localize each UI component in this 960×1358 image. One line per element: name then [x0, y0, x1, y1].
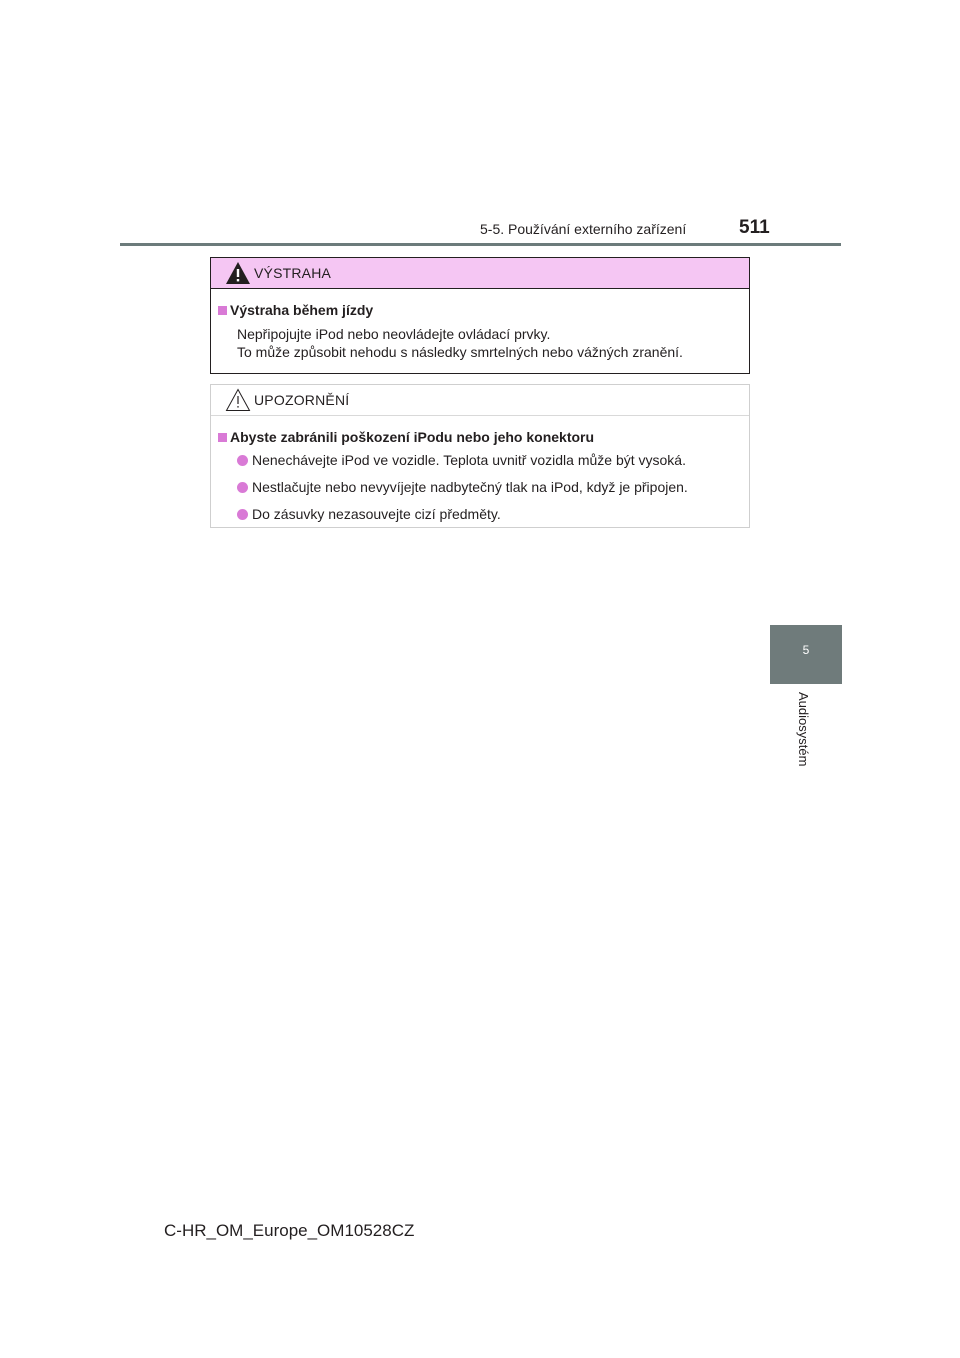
header-divider — [120, 243, 841, 246]
warning-body — [211, 289, 749, 361]
warning-title: VÝSTRAHA — [254, 265, 332, 281]
caution-title: UPOZORNĚNÍ — [254, 392, 350, 408]
round-bullet-icon — [237, 509, 248, 520]
square-bullet-icon — [218, 433, 227, 442]
caution-box — [210, 384, 750, 528]
list-item — [218, 451, 735, 469]
list-item-text: Nestlačujte nebo nevyvíjejte nadbytečný tlak na iPod, když je připojen. — [252, 479, 688, 495]
list-item — [218, 478, 735, 496]
square-bullet-icon — [218, 306, 227, 315]
warning-topic-text: Výstraha během jízdy — [230, 302, 374, 318]
warning-triangle-icon — [225, 261, 251, 285]
round-bullet-icon — [237, 455, 248, 466]
caution-topic-text: Abyste zabránili poškození iPodu nebo jeho konektoru — [230, 429, 595, 445]
page-number: 511 — [739, 217, 770, 238]
list-item-text: Nenechávejte iPod ve vozidle. Teplota uvnitř vozidla může být vysoká. — [252, 452, 686, 468]
warning-text — [218, 325, 735, 361]
chapter-number: 5 — [802, 643, 810, 657]
warning-line: To může způsobit nehodu s následky smrtelných nebo vážných zranění. — [237, 344, 683, 360]
caution-header — [211, 385, 749, 416]
warning-topic — [218, 301, 735, 319]
warning-header — [211, 258, 749, 289]
warning-line: Nepřipojujte iPod nebo neovládejte ovládací prvky. — [237, 326, 551, 342]
chapter-tab — [770, 625, 842, 684]
warning-box — [210, 257, 750, 374]
caution-body — [211, 416, 749, 523]
caution-triangle-icon — [225, 388, 251, 412]
caution-topic — [218, 428, 735, 446]
round-bullet-icon — [237, 482, 248, 493]
list-item-text: Do zásuvky nezasouvejte cizí předměty. — [252, 506, 501, 522]
list-item — [218, 505, 735, 523]
document-code: C-HR_OM_Europe_OM10528CZ — [164, 1221, 415, 1240]
chapter-label: Audiosystém — [796, 692, 811, 767]
section-title: 5-5. Používání externího zařízení — [480, 221, 687, 237]
